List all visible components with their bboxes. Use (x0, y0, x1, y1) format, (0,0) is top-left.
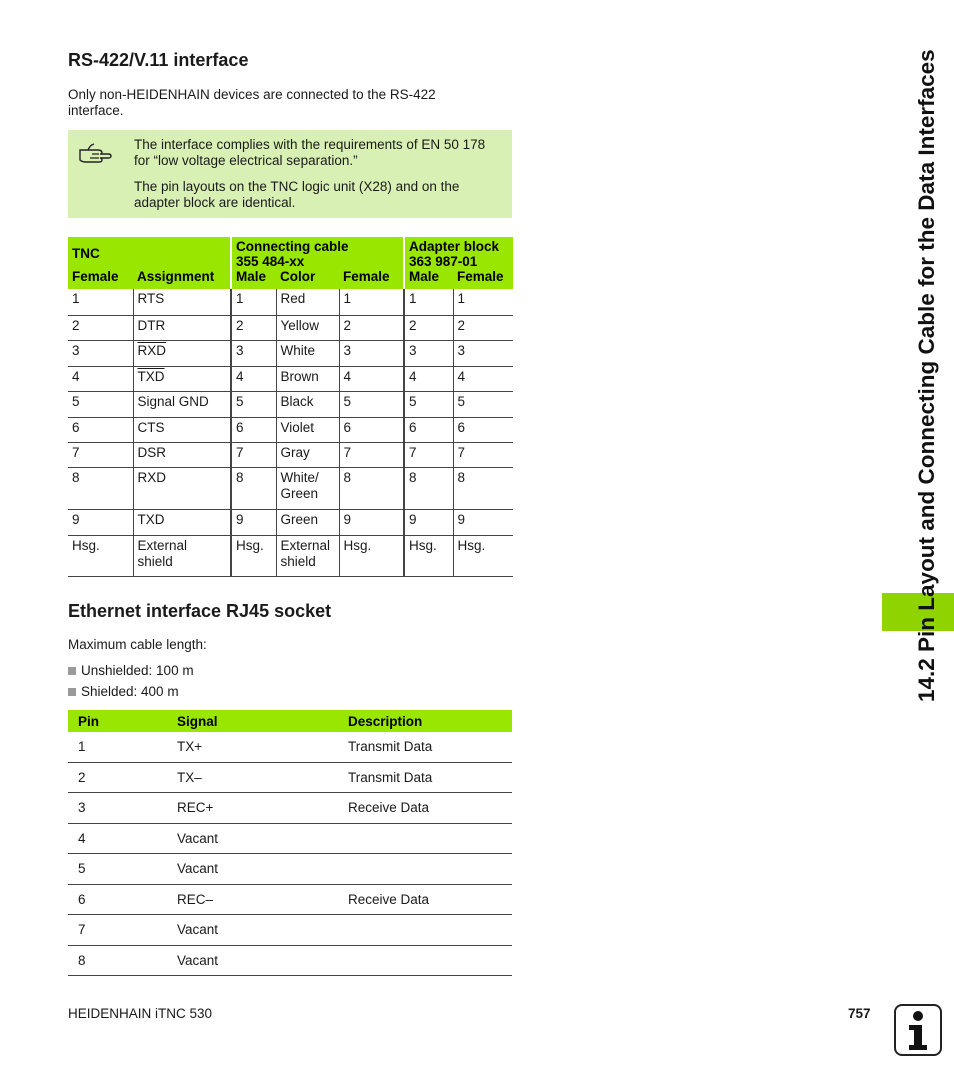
col-header: Signal (167, 710, 338, 732)
list-item-text: Unshielded: 100 m (81, 663, 194, 678)
table-cell: Vacant (167, 823, 338, 854)
note-text-2: The pin layouts on the TNC logic unit (X28) and on the adapter block are identical. (134, 179, 460, 210)
table-cell: 8 (68, 945, 167, 976)
table-cell: 8 (404, 467, 453, 509)
table-cell: 4 (68, 366, 133, 391)
table-cell: $\overline{RXD}$ (133, 340, 231, 366)
table-cell: 7 (339, 442, 404, 467)
table-cell: DTR (133, 315, 231, 340)
list-item (68, 684, 179, 700)
table-cell: 4 (68, 823, 167, 854)
table-row (68, 417, 513, 442)
table-cell: 7 (404, 442, 453, 467)
info-glyph (896, 1006, 940, 1054)
table-cell: TX– (167, 762, 338, 793)
table-cell: Receive Data (338, 884, 512, 915)
table-cell: REC– (167, 884, 338, 915)
group-header-cable (231, 237, 404, 269)
bullet-square-icon (68, 688, 76, 696)
col-header: Female (68, 269, 133, 289)
table-cell: 9 (231, 509, 276, 535)
table-cell: Hsg. (404, 535, 453, 576)
table-cell: 6 (231, 417, 276, 442)
col-header: Female (453, 269, 513, 289)
table-cell: White/ Green (276, 467, 339, 509)
table-cell: Signal GND (133, 391, 231, 417)
table-cell (338, 854, 512, 885)
table-cell: 6 (68, 417, 133, 442)
table-cell: Violet (276, 417, 339, 442)
table-cell: 2 (68, 762, 167, 793)
table-cell: 1 (68, 732, 167, 762)
table-cell: 5 (339, 391, 404, 417)
table-cell: 1 (68, 289, 133, 315)
table-cell: 2 (68, 315, 133, 340)
note-box (68, 130, 512, 218)
table-row (68, 762, 512, 793)
col-header: Color (276, 269, 339, 289)
rs422-intro: Only non-HEIDENHAIN devices are connected to the RS-422 interface. (68, 87, 436, 118)
table-cell: 8 (339, 467, 404, 509)
table-cell: Hsg. (68, 535, 133, 576)
table-cell: 4 (404, 366, 453, 391)
table-cell: 8 (68, 467, 133, 509)
page-number: 757 (848, 1006, 871, 1021)
table-cell: Black (276, 391, 339, 417)
table-cell: 4 (453, 366, 513, 391)
table-cell: 2 (339, 315, 404, 340)
table-cell (338, 823, 512, 854)
table-cell: Hsg. (339, 535, 404, 576)
note-text-1: The interface complies with the requirements of EN 50 178 for “low voltage electrical separation.” (134, 137, 486, 168)
table-cell: 6 (339, 417, 404, 442)
table-cell: 7 (453, 442, 513, 467)
table-row (68, 442, 513, 467)
table-cell: 1 (453, 289, 513, 315)
table-cell: Hsg. (231, 535, 276, 576)
table-cell: 2 (231, 315, 276, 340)
table-cell: 8 (453, 467, 513, 509)
table-cell: 3 (339, 340, 404, 366)
table-cell: DSR (133, 442, 231, 467)
table-cell: 3 (231, 340, 276, 366)
table-row (68, 289, 513, 315)
col-header: Female (339, 269, 404, 289)
table-cell (338, 945, 512, 976)
table-cell: 3 (68, 340, 133, 366)
info-icon (894, 1004, 942, 1056)
table-cell: 3 (404, 340, 453, 366)
table-row (68, 884, 512, 915)
adapter-title: Adapter block (409, 239, 500, 254)
table-cell: 1 (404, 289, 453, 315)
table-cell: External shield (276, 535, 339, 576)
table-cell: 9 (68, 509, 133, 535)
table-cell: 1 (231, 289, 276, 315)
side-chapter-title (880, 30, 954, 710)
table-cell: 1 (339, 289, 404, 315)
table-cell: 6 (68, 884, 167, 915)
table-row (68, 509, 513, 535)
table-cell (338, 915, 512, 946)
table-cell: 2 (453, 315, 513, 340)
table-cell: Red (276, 289, 339, 315)
table-cell: 8 (231, 467, 276, 509)
table-cell: Green (276, 509, 339, 535)
table-cell: 6 (404, 417, 453, 442)
table-cell: RTS (133, 289, 231, 315)
cable-title: Connecting cable (236, 239, 349, 254)
table-cell: White (276, 340, 339, 366)
group-header-adapter (404, 237, 513, 269)
col-header: Male (231, 269, 276, 289)
table-cell: Vacant (167, 945, 338, 976)
table-cell: 4 (339, 366, 404, 391)
col-header: Assignment (133, 269, 231, 289)
table-cell: 5 (453, 391, 513, 417)
table-cell: Brown (276, 366, 339, 391)
table-cell: 9 (339, 509, 404, 535)
table-cell: 3 (68, 793, 167, 824)
table-cell: 5 (231, 391, 276, 417)
table-cell: Transmit Data (338, 732, 512, 762)
table-cell: 4 (231, 366, 276, 391)
list-item-text: Shielded: 400 m (81, 684, 179, 699)
col-header: Description (338, 710, 512, 732)
table-cell: External shield (133, 535, 231, 576)
table-row (68, 945, 512, 976)
table-cell: 5 (68, 391, 133, 417)
table-cell: Receive Data (338, 793, 512, 824)
table-row (68, 854, 512, 885)
rj45-pin-table (68, 710, 512, 976)
table-cell: Vacant (167, 915, 338, 946)
adapter-part-number: 363 987-01 (409, 254, 478, 269)
table-cell: REC+ (167, 793, 338, 824)
table-cell: Vacant (167, 854, 338, 885)
table-row (68, 732, 512, 762)
table-row (68, 315, 513, 340)
table-cell: CTS (133, 417, 231, 442)
col-header: Male (404, 269, 453, 289)
table-cell: 7 (68, 442, 133, 467)
ethernet-intro: Maximum cable length: (68, 637, 207, 652)
bullet-square-icon (68, 667, 76, 675)
table-cell: TXD (133, 509, 231, 535)
table-cell: Gray (276, 442, 339, 467)
side-chapter-tab (880, 30, 954, 710)
table-row (68, 793, 512, 824)
rs422-pin-table (68, 237, 513, 577)
table-cell: Yellow (276, 315, 339, 340)
table-cell: 7 (68, 915, 167, 946)
table-cell: 3 (453, 340, 513, 366)
section-title-rs422: RS-422/V.11 interface (68, 50, 249, 70)
table-cell: 9 (453, 509, 513, 535)
table-cell: 2 (404, 315, 453, 340)
svg-text:14.2 Pin Layout and Connecting: 14.2 Pin Layout and Connecting Cable for the Data Interfaces (914, 49, 939, 702)
table-cell: Transmit Data (338, 762, 512, 793)
table-cell: $\overline{TXD}$ (133, 366, 231, 391)
table-row (68, 391, 513, 417)
col-header: Pin (68, 710, 167, 732)
table-cell: 7 (231, 442, 276, 467)
table-row (68, 535, 513, 576)
footer-product: HEIDENHAIN iTNC 530 (68, 1006, 213, 1021)
table-cell: 5 (404, 391, 453, 417)
table-cell: 9 (404, 509, 453, 535)
table-row (68, 467, 513, 509)
pointing-hand-icon (78, 142, 112, 166)
table-row (68, 340, 513, 366)
table-row (68, 915, 512, 946)
list-item (68, 663, 194, 679)
table-cell: TX+ (167, 732, 338, 762)
table-row (68, 823, 512, 854)
table-row (68, 366, 513, 391)
table-cell: Hsg. (453, 535, 513, 576)
table-cell: 6 (453, 417, 513, 442)
group-header-tnc: TNC (68, 237, 231, 269)
table-cell: 5 (68, 854, 167, 885)
cable-part-number: 355 484-xx (236, 254, 305, 269)
table-cell: RXD (133, 467, 231, 509)
section-title-ethernet: Ethernet interface RJ45 socket (68, 601, 332, 621)
